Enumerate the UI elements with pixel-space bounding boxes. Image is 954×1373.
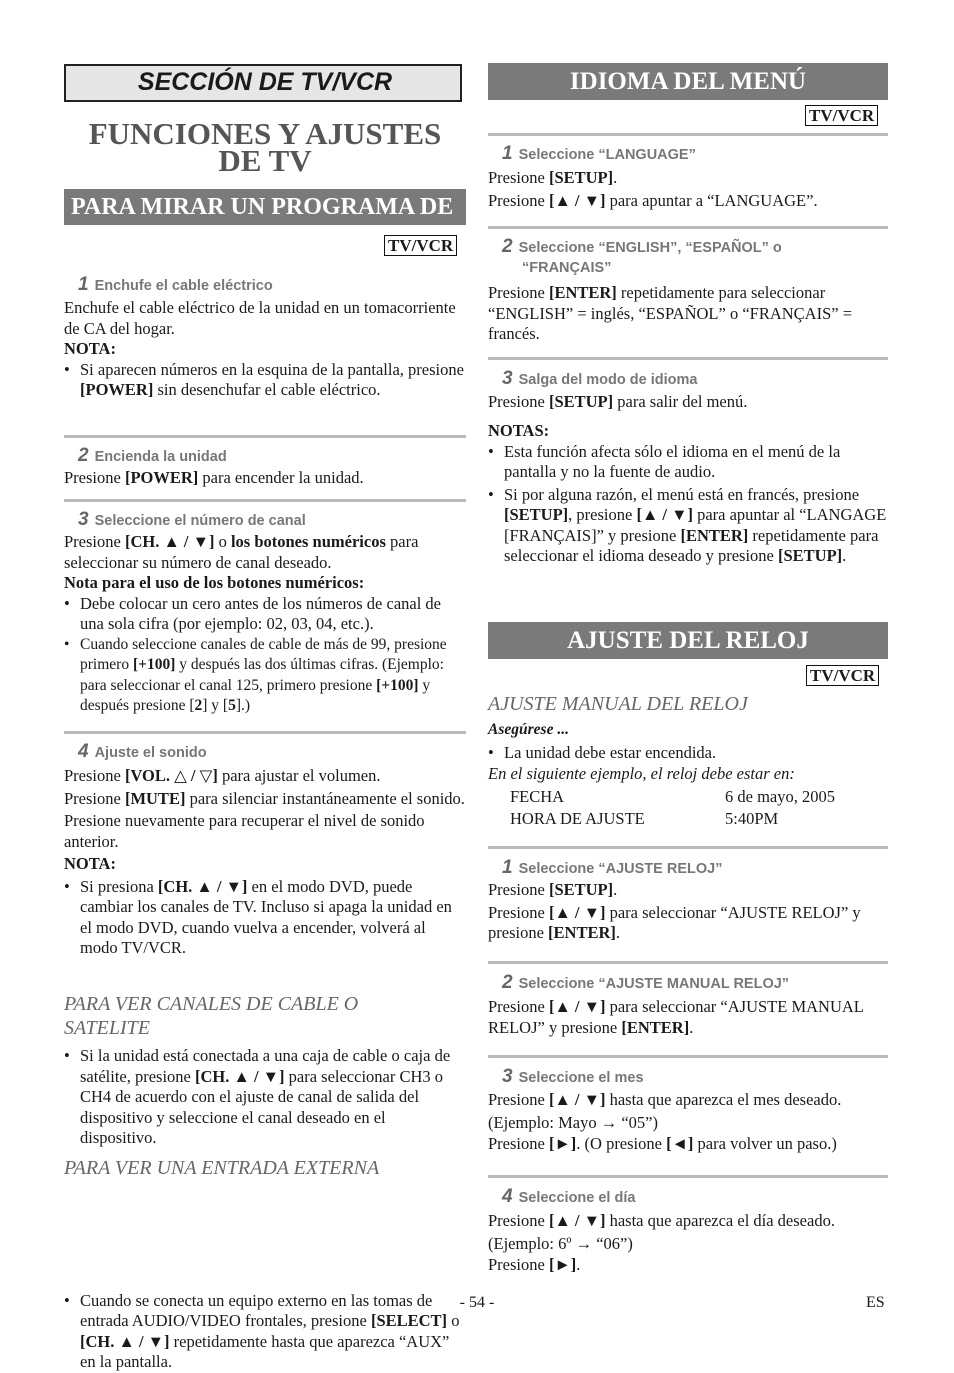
lang-step-3-body: Presione [SETUP] para salir del menú.: [488, 392, 748, 411]
step-1-body: Enchufe el cable eléctrico de la unidad en un tomacorriente de CA del hogar. NOTA: • Si aparecen números en la esquina de la pantalla, presione [POWER] sin desenchufar el cable eléctrico.: [64, 298, 466, 401]
clock-step-3-body: Presione [▲ / ▼] hasta que aparezca el mes deseado. (Ejemplo: Mayo → “05”) Presione [►]. (O presione [◄] para volver un paso.): [488, 1090, 842, 1153]
external-input-bullet: • Cuando se conecta un equipo externo en las tomas de entrada AUDIO/VIDEO frontales, presione [SELECT] o [CH. ▲ / ▼] repetidamente hasta que aparezca “AUX” en la pantalla.: [64, 1291, 466, 1373]
cable-bullet: • Si la unidad está conectada a una caja de cable o caja de satélite, presione [CH. ▲ / ▼] para seleccionar CH3 o CH4 de acuerdo con el ajuste de canal de salida del dispositivo y seleccione el canal deseado en el dispositivo.: [64, 1046, 466, 1149]
page-number: - 54 -: [459, 1294, 495, 1311]
page-title-line2: DE TV: [218, 143, 312, 178]
divider: [488, 846, 888, 849]
divider: [64, 499, 466, 502]
tv-vcr-tag: TV/VCR: [806, 665, 879, 686]
section-bar-clock: AJUSTE DEL RELOJ: [488, 622, 888, 659]
lang-step-1-body: Presione [SETUP]. Presione [▲ / ▼] para apuntar a “LANGUAGE”.: [488, 168, 818, 210]
step-4-heading: 4 Ajuste el sonido: [78, 741, 207, 762]
step-3-body: Presione [CH. ▲ / ▼] o los botones numéricos para seleccionar su número de canal deseado. Nota para el uso de los botones numéricos: • Debe colocar un cero antes de los números de canal de una sola cifra (por ejemplo: 02, 03, 04, etc.). • Cuando seleccione canales de cable de más de 99, presione primero [+100] y después las dos últimas cifras. (Ejemplo: para seleccionar el canal 125, primero presione [+100] y después presione [2] y [5].): [64, 532, 466, 717]
divider: [488, 357, 888, 360]
section-bar-watch-tv: PARA MIRAR UN PROGRAMA DE TV: [64, 189, 466, 225]
step-3-heading: 3 Seleccione el número de canal: [78, 509, 306, 530]
step-1-bullet: • Si aparecen números en la esquina de la pantalla, presione [POWER] sin desenchufar el cable eléctrico.: [64, 360, 466, 401]
clock-step-1-heading: 1 Seleccione “AJUSTE RELOJ”: [502, 857, 723, 878]
page-title-line1: FUNCIONES Y AJUSTES: [88, 116, 442, 151]
clock-step-4-heading: 4 Seleccione el día: [502, 1186, 636, 1207]
step-4-body: Presione [VOL. △ / ▽] para ajustar el volumen. Presione [MUTE] para silenciar instantáneamente el sonido. Presione nuevamente para recuperar el nivel de sonido anterior. NOTA: • Si presiona [CH. ▲ / ▼] en el modo DVD, puede cambiar los canales de TV. Incluso si apaga la unidad en el modo DVD, cuando vuelva a encender, volverá al modo TV/VCR.: [64, 766, 466, 959]
divider: [488, 226, 888, 229]
divider: [488, 961, 888, 964]
divider: [64, 435, 466, 438]
note-1: • Esta función afecta sólo el idioma en el menú de la pantalla y no la fuente de audio.: [488, 442, 888, 483]
time-row: HORA DE AJUSTE 5:40PM: [510, 809, 779, 828]
step-3-bullet-2: • Cuando seleccione canales de cable de más de 99, presione primero [+100] y después las dos últimas cifras. (Ejemplo: para seleccionar el canal 125, primero presione [+100] y después presione [2] y [5].): [64, 635, 466, 717]
clock-step-2-body: Presione [▲ / ▼] para seleccionar “AJUSTE MANUAL RELOJ” y presione [ENTER].: [488, 997, 864, 1037]
divider: [488, 133, 888, 136]
clock-intro: Asegúrese ... • La unidad debe estar encendida. En el siguiente ejemplo, el reloj debe estar en:: [488, 720, 888, 785]
clock-step-4-body: Presione [▲ / ▼] hasta que aparezca el día deseado. (Ejemplo: 6º → “06”) Presione [►].: [488, 1211, 835, 1274]
subheading-external-input: PARA VER UNA ENTRADA EXTERNA: [64, 1157, 380, 1179]
step-1-heading: 1 Enchufe el cable eléctrico: [78, 274, 273, 295]
lang-step-2-heading: 2 Seleccione “ENGLISH”, “ESPAÑOL” o “FRANÇAIS”: [502, 236, 782, 276]
step-3-bullet-1: • Debe colocar un cero antes de los números de canal de una sola cifra (por ejemplo: 02, 03, 04, etc.).: [64, 594, 466, 635]
date-row: FECHA 6 de mayo, 2005: [510, 787, 835, 806]
divider: [488, 1175, 888, 1178]
page-title: [64, 116, 466, 178]
clock-step-2-heading: 2 Seleccione “AJUSTE MANUAL RELOJ”: [502, 972, 790, 993]
tv-vcr-tag: TV/VCR: [384, 235, 457, 256]
divider: [488, 1055, 888, 1058]
language-code: ES: [866, 1294, 885, 1311]
lang-step-2-body: Presione [ENTER] repetidamente para seleccionar “ENGLISH” = inglés, “ESPAÑOL” o “FRANÇAIS” = francés.: [488, 283, 853, 343]
step-2-body: Presione [POWER] para encender la unidad.: [64, 468, 364, 487]
lang-step-3-heading: 3 Salga del modo de idioma: [502, 368, 698, 389]
tv-vcr-tag: TV/VCR: [805, 105, 878, 126]
lang-step-1-heading: 1 Seleccione “LANGUAGE”: [502, 143, 696, 164]
note-2: • Si por alguna razón, el menú está en francés, presione [SETUP], presione [▲ / ▼] para apuntar al “LANGAGE [FRANÇAIS]” y presione [ENTER] repetidamente para seleccionar el idioma deseado y presione [SETUP].: [488, 485, 888, 567]
step-4-bullet: • Si presiona [CH. ▲ / ▼] en el modo DVD, puede cambiar los canales de TV. Incluso si apaga la unidad en el modo DVD, cuando vuelva a encender, volverá al modo TV/VCR.: [64, 877, 466, 959]
step-2-heading: 2 Encienda la unidad: [78, 445, 227, 466]
clock-step-3-heading: 3 Seleccione el mes: [502, 1066, 644, 1087]
left-column: [64, 0, 466, 1371]
language-notes: NOTAS: • Esta función afecta sólo el idioma en el menú de la pantalla y no la fuente de audio. • Si por alguna razón, el menú está en francés, presione [SETUP], presione [▲ / ▼] para apuntar al “LANGAGE [FRANÇAIS]” y presione [ENTER] repetidamente para seleccionar el idioma deseado y presione [SETUP].: [488, 421, 888, 567]
clock-step-1-body: Presione [SETUP]. Presione [▲ / ▼] para seleccionar “AJUSTE RELOJ” y presione [ENTER].: [488, 880, 861, 942]
section-box-label: SECCIÓN DE TV/VCR: [137, 68, 393, 96]
subheading-manual-clock: AJUSTE MANUAL DEL RELOJ: [488, 693, 748, 715]
subheading-cable: PARA VER CANALES DE CABLE O SATELITE: [64, 993, 359, 1039]
divider: [64, 731, 466, 734]
section-bar-menu-language: IDIOMA DEL MENÚ: [488, 63, 888, 100]
